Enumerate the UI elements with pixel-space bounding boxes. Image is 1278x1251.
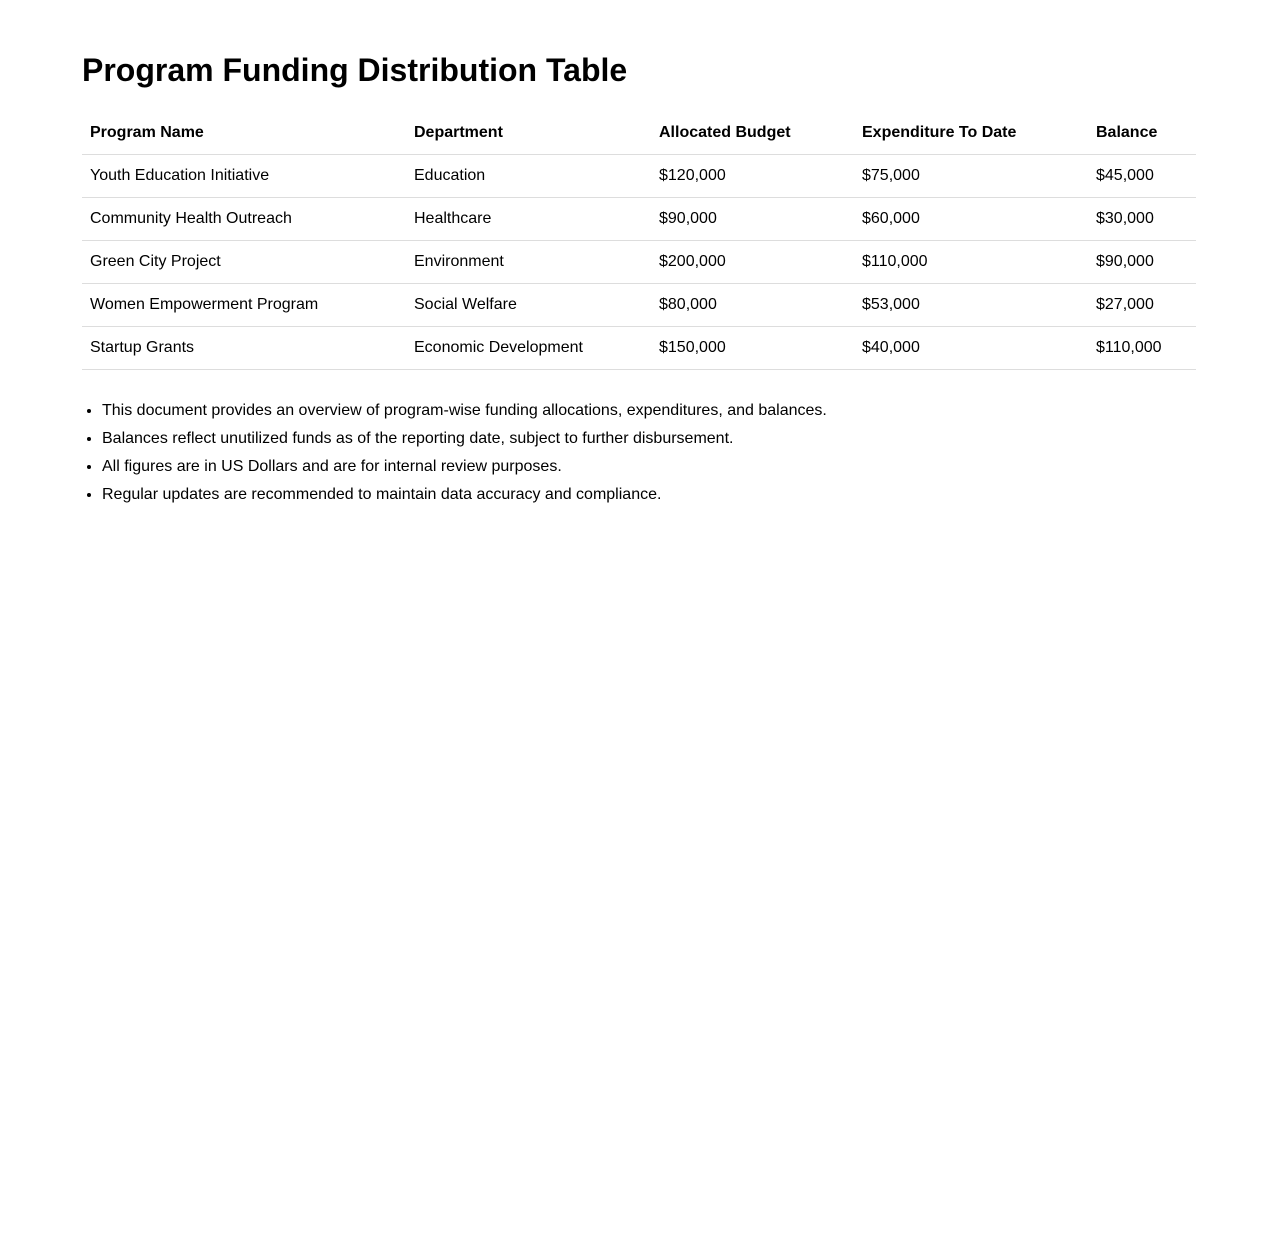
cell-balance: $30,000 — [1088, 198, 1196, 241]
column-header-department: Department — [406, 112, 651, 155]
cell-department: Social Welfare — [406, 284, 651, 327]
table-row — [82, 284, 1196, 327]
table-row — [82, 327, 1196, 370]
list-item: • This document provides an overview of program-wise funding allocations, expenditures, and balances. — [102, 397, 827, 425]
notes-list — [82, 397, 827, 509]
table-row — [82, 198, 1196, 241]
cell-balance: $45,000 — [1088, 155, 1196, 198]
list-item: • Regular updates are recommended to maintain data accuracy and compliance. — [102, 481, 827, 509]
cell-department: Education — [406, 155, 651, 198]
cell-expenditure-to-date: $75,000 — [854, 155, 1088, 198]
cell-program-name: Green City Project — [82, 241, 406, 284]
table-header-row — [82, 112, 1196, 155]
cell-department: Economic Development — [406, 327, 651, 370]
column-header-balance: Balance — [1088, 112, 1196, 155]
column-header-program-name: Program Name — [82, 112, 406, 155]
list-item: • All figures are in US Dollars and are for internal review purposes. — [102, 453, 827, 481]
cell-department: Healthcare — [406, 198, 651, 241]
cell-allocated-budget: $80,000 — [651, 284, 854, 327]
column-header-expenditure-to-date: Expenditure To Date — [854, 112, 1088, 155]
cell-program-name: Community Health Outreach — [82, 198, 406, 241]
cell-allocated-budget: $120,000 — [651, 155, 854, 198]
table-row — [82, 241, 1196, 284]
cell-balance: $27,000 — [1088, 284, 1196, 327]
cell-allocated-budget: $200,000 — [651, 241, 854, 284]
cell-expenditure-to-date: $60,000 — [854, 198, 1088, 241]
cell-department: Environment — [406, 241, 651, 284]
cell-program-name: Youth Education Initiative — [82, 155, 406, 198]
list-item: • Balances reflect unutilized funds as of the reporting date, subject to further disbursement. — [102, 425, 827, 453]
cell-allocated-budget: $90,000 — [651, 198, 854, 241]
cell-balance: $90,000 — [1088, 241, 1196, 284]
cell-program-name: Women Empowerment Program — [82, 284, 406, 327]
funding-table — [82, 112, 1196, 370]
cell-balance: $110,000 — [1088, 327, 1196, 370]
page-title: Program Funding Distribution Table — [82, 52, 628, 88]
cell-allocated-budget: $150,000 — [651, 327, 854, 370]
cell-expenditure-to-date: $110,000 — [854, 241, 1088, 284]
column-header-allocated-budget: Allocated Budget — [651, 112, 854, 155]
table-row — [82, 155, 1196, 198]
cell-expenditure-to-date: $40,000 — [854, 327, 1088, 370]
cell-program-name: Startup Grants — [82, 327, 406, 370]
cell-expenditure-to-date: $53,000 — [854, 284, 1088, 327]
